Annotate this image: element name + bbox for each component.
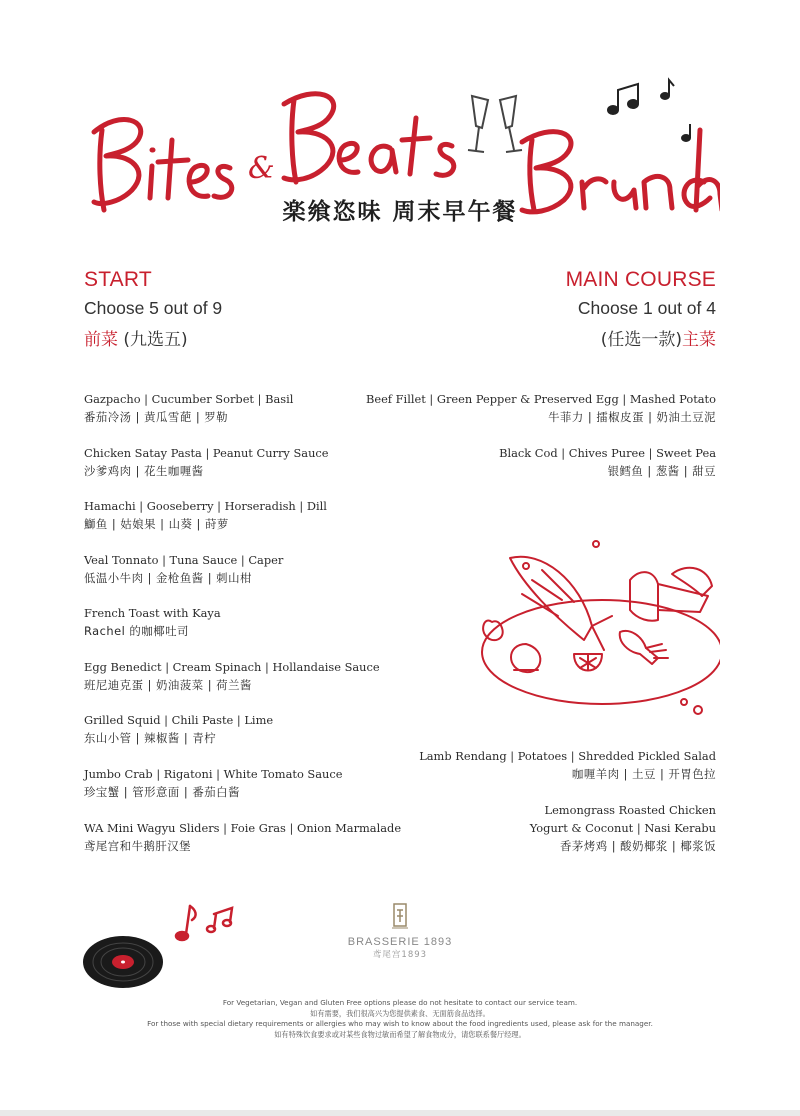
main-item-en: Black Cod | Chives Puree | Sweet Pea [499,446,716,460]
main-course-choose: Choose 1 out of 4 [577,298,716,318]
dietary-footer [0,998,800,1040]
start-item-en: Gazpacho | Cucumber Sorbet | Basil [84,392,294,406]
start-choose: Choose 5 out of 9 [84,298,223,318]
start-item-en: Chicken Satay Pasta | Peanut Curry Sauce [84,446,329,460]
start-item-en: French Toast with Kaya [84,606,221,620]
start-item-en: Hamachi | Gooseberry | Horseradish | Dill [84,499,327,513]
start-chinese [84,325,222,350]
main-item [316,444,716,480]
start-item-cn: 沙爹鸡肉 | 花生咖喱酱 [84,464,204,478]
start-cn-main: 前菜 [84,330,118,350]
main-cn-paren: (任选一款) [600,330,682,350]
subtitle-chinese: 楽飨恣味 周末早午餐 [282,199,518,225]
start-title: START [84,268,152,291]
main-item [316,801,716,855]
svg-text:&: & [248,151,275,186]
main-item-cn: 香茅烤鸡 | 酸奶椰浆 | 椰浆饭 [560,839,716,853]
start-item [84,497,414,533]
footer-line: For those with special dietary requirements or allergies who may wish to know about the food ingredients used, please ask for the manager. [147,1019,653,1029]
logo-brand-cn: 鸢尾宫1893 [372,950,428,960]
start-item-cn: Rachel 的咖椰吐司 [84,624,189,638]
main-item-cn: 牛菲力 | 擂椒皮蛋 | 奶油土豆泥 [548,410,716,424]
champagne-glasses-icon [468,96,522,152]
main-item-en: Lemongrass Roasted Chicken [544,803,716,817]
start-item-cn: 番茄冷汤 | 黄瓜雪葩 | 罗勒 [84,410,229,424]
start-item-cn: 班尼迪克蛋 | 奶油菠菜 | 荷兰酱 [84,678,252,692]
start-item-en: Veal Tonnato | Tuna Sauce | Caper [84,553,284,567]
brasserie-logo [340,902,460,960]
start-item [84,658,414,694]
main-course-section-header [566,268,716,350]
start-item-en: Egg Benedict | Cream Spinach | Hollandaise Sauce [84,660,380,674]
start-cn-paren: (九选五) [123,330,188,350]
start-section-header [84,268,222,350]
main-item [316,390,716,426]
music-note-icon [608,80,690,141]
main-item-cn: 银鳕鱼 | 葱酱 | 甜豆 [607,464,716,478]
start-item-en: WA Mini Wagyu Sliders | Foie Gras | Onion Marmalade [84,821,402,835]
start-item-cn: 低温小牛肉 | 金枪鱼酱 | 刺山柑 [84,571,252,585]
logo-brand: BRASSERIE 1893 [347,936,453,948]
bottom-divider [0,1110,800,1116]
start-item-cn: 鸢尾宫和牛鹅肝汉堡 [84,839,192,853]
main-item-en: Lamb Rendang | Potatoes | Shredded Pickled Salad [419,749,716,763]
music-note-icon [174,900,238,944]
start-item-en: Grilled Squid | Chili Paste | Lime [84,713,274,727]
start-item [84,604,414,640]
start-item-en: Jumbo Crab | Rigatoni | White Tomato Sauce [84,767,343,781]
start-item-cn: 东山小管 | 辣椒酱 | 青柠 [84,731,217,745]
footer-line: 如有特殊饮食要求或对某些食物过敏而希望了解食物成分，请您联系餐厅经理。 [274,1029,526,1039]
footer-line: 如有需要，我们很高兴为您提供素食、无面筋食品选择。 [310,1008,490,1018]
footer-line: For Vegetarian, Vegan and Gluten Free options please do not hesitate to contact our service team. [222,998,578,1007]
main-item-en2: Yogurt & Coconut | Nasi Kerabu [529,821,716,835]
vinyl-record-icon [80,930,166,990]
main-course-title: MAIN COURSE [565,268,716,291]
start-item [84,711,414,747]
main-item [316,747,716,783]
main-item-en: Beef Fillet | Green Pepper & Preserved Egg | Mashed Potato [365,392,716,406]
main-course-chinese [566,325,716,350]
start-item-cn: 珍宝蟹 | 管形意面 | 番茄白酱 [84,785,240,799]
main-item-cn: 咖喱羊肉 | 土豆 | 开胃色拉 [571,767,716,781]
main-cn-main: 主菜 [682,330,716,350]
start-item [84,551,414,587]
start-item-cn: 鰤鱼 | 姑娘果 | 山葵 | 莳萝 [84,517,229,531]
logo-emblem-icon [391,902,409,930]
seafood-platter-illustration [462,540,720,720]
